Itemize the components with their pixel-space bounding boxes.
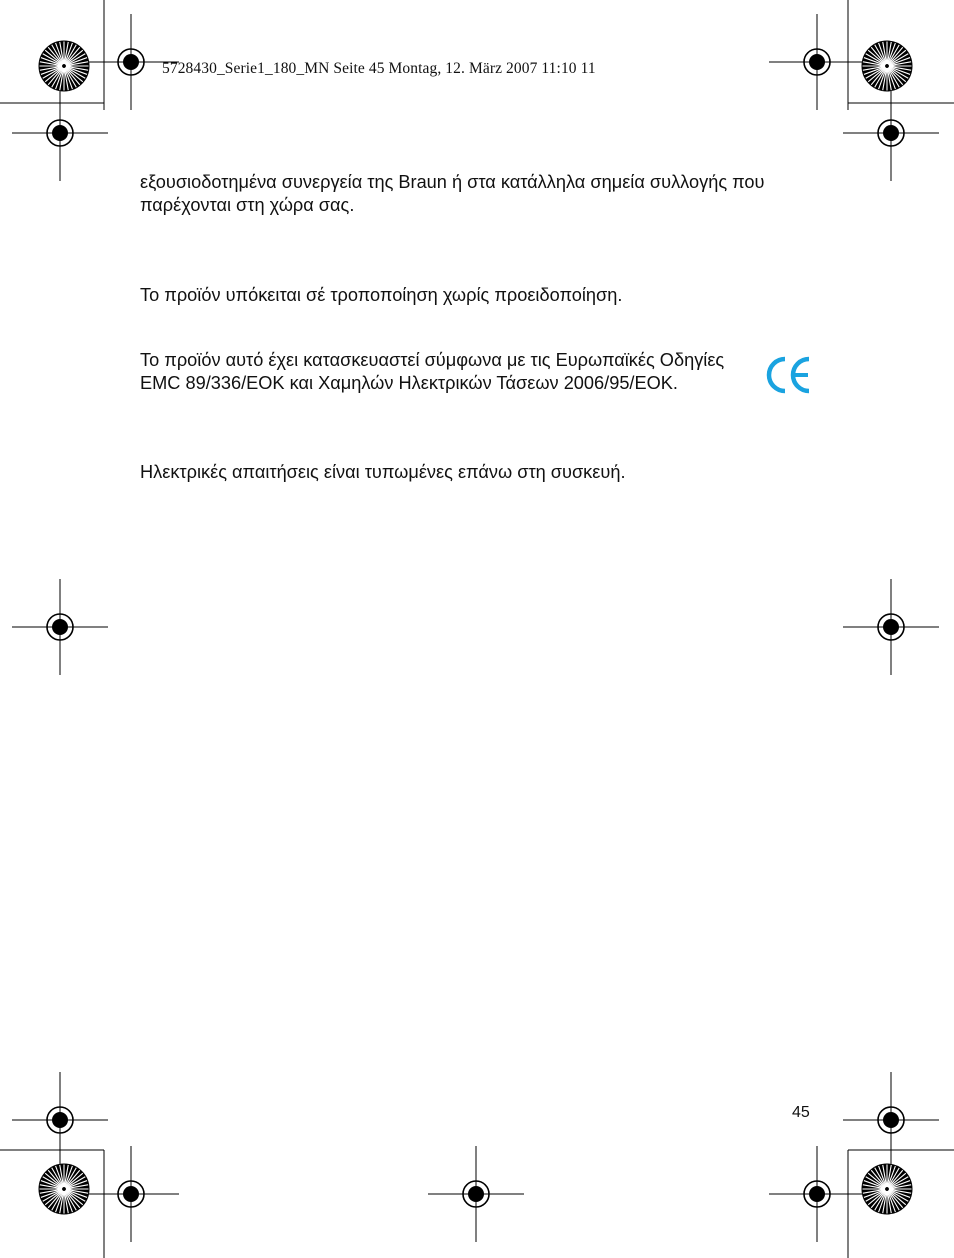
print-slug: 5728430_Serie1_180_MN Seite 45 Montag, 12. März 2007 11:10 11 [162, 60, 596, 77]
paragraph-eu-directives: Το προϊόν αυτό έχει κατασκευαστεί σύμφωνα με τις Ευρωπαϊκές Οδηγίες EMC 89/336/EOK και Χαμηλών Ηλεκτρικών Τάσεων 2006/95/EOK. [140, 350, 725, 393]
paragraph-service-centers: εξουσιοδοτημένα συνεργεία της Braun ή στα κατάλληλα σημεία συλλογής που παρέχονται στη χώρα σας. [140, 172, 765, 215]
paragraph-electrical-requirements: Ηλεκτρικές απαιτήσεις είναι τυπωμένες επάνω στη συσκευή. [140, 462, 626, 482]
ce-mark-icon [765, 355, 813, 395]
page-number: 45 [792, 1104, 810, 1121]
paragraph-modification-notice: Το προϊόν υπόκειται σέ τροποποίηση χωρίς προειδοποίηση. [140, 285, 623, 305]
